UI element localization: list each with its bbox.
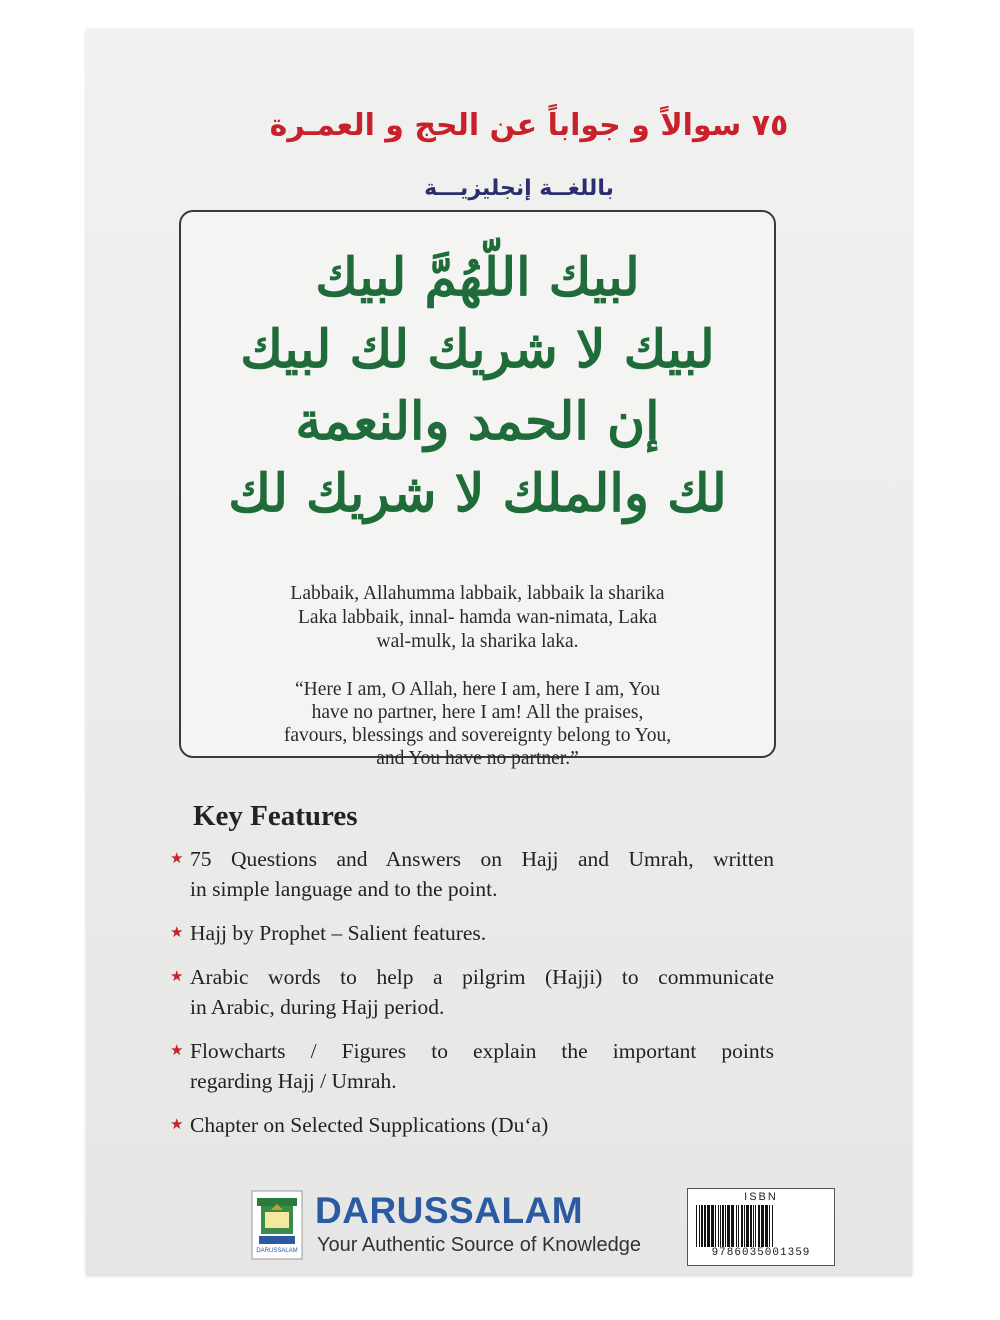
barcode-bar	[753, 1205, 754, 1247]
barcode-bar	[718, 1205, 719, 1247]
transliteration-line: Labbaik, Allahumma labbaik, labbaik la sharika	[290, 583, 665, 604]
feature-line: Arabic words to help a pilgrim (Hajji) to communicate	[190, 965, 774, 989]
barcode-bar	[715, 1205, 716, 1247]
barcode-bar	[741, 1205, 743, 1247]
talbiyah-line-2: لبيك لا شريك لك لبيك	[240, 319, 715, 380]
transliteration-line: wal-mulk, la sharika laka.	[376, 631, 579, 652]
feature-line: Chapter on Selected Supplications (Du‘a)	[190, 1113, 549, 1137]
book-back-cover	[86, 30, 912, 1276]
arabic-title: ٧٥ سوالاً و جواباً عن الحج و العمـرة	[269, 108, 789, 143]
feature-line: in simple language and to the point.	[190, 877, 498, 901]
barcode-bar	[765, 1205, 768, 1247]
barcode-bar	[701, 1205, 703, 1247]
feature-line: Hajj by Prophet – Salient features.	[190, 921, 487, 945]
feature-item	[170, 918, 774, 948]
star-bullet-icon: ★	[170, 925, 184, 941]
talbiyah-line-3: إن الحمد والنعمة	[295, 391, 660, 452]
barcode-bar	[769, 1205, 770, 1247]
feature-line: in Arabic, during Hajj period.	[190, 995, 445, 1019]
publisher-name: DARUSSALAM	[315, 1190, 584, 1231]
talbiyah-line-1: لبيك اللّهُمَّ لبيك	[315, 247, 640, 308]
feature-line: regarding Hajj / Umrah.	[190, 1069, 397, 1093]
barcode-bar	[755, 1205, 756, 1247]
svg-text:DARUSSALAM: DARUSSALAM	[256, 1248, 298, 1254]
isbn-number: 9786035001359	[711, 1247, 811, 1259]
feature-item	[170, 962, 774, 1022]
barcode-bar	[696, 1205, 697, 1247]
feature-item	[170, 1110, 774, 1140]
translation-line: favours, blessings and sovereignty belong to You,	[283, 725, 672, 746]
feature-line: 75 Questions and Answers on Hajj and Umrah, written	[190, 847, 774, 871]
translation-line: and You have no partner.”	[376, 748, 579, 769]
barcode-bar	[720, 1205, 721, 1247]
star-bullet-icon: ★	[170, 1117, 184, 1133]
feature-item	[170, 844, 774, 904]
key-features-heading: Key Features	[193, 800, 358, 832]
isbn-label: ISBN	[744, 1191, 778, 1203]
feature-item	[170, 1036, 774, 1096]
barcode-bar	[750, 1205, 752, 1247]
barcode-bar	[744, 1205, 745, 1247]
barcode-bar	[699, 1205, 700, 1247]
barcode-bar	[761, 1205, 764, 1247]
barcode-bar	[711, 1205, 714, 1247]
barcode-bar	[772, 1205, 773, 1247]
translation	[211, 678, 744, 770]
transliteration-line: Laka labbaik, innal- hamda wan-nimata, Laka	[298, 607, 657, 628]
arabic-subtitle: باللغــة إنجليزيـــة	[424, 176, 614, 201]
publisher-block	[251, 1190, 641, 1270]
barcode-bar	[704, 1205, 706, 1247]
transliteration	[211, 582, 744, 654]
barcode-icon	[694, 1205, 828, 1247]
star-bullet-icon: ★	[170, 969, 184, 985]
barcode-bar	[731, 1205, 734, 1247]
talbiyah-line-4: لك والملك لا شريك لك	[228, 463, 727, 524]
publisher-tagline: Your Authentic Source of Knowledge	[317, 1234, 641, 1256]
barcode-bar	[758, 1205, 760, 1247]
star-bullet-icon: ★	[170, 851, 184, 867]
barcode-bar	[707, 1205, 710, 1247]
barcode-bar	[738, 1205, 739, 1247]
translation-line: “Here I am, O Allah, here I am, here I am, You	[295, 679, 660, 700]
darussalam-logo-icon	[251, 1190, 303, 1260]
star-bullet-icon: ★	[170, 1043, 184, 1059]
barcode-bar	[727, 1205, 730, 1247]
barcode-bar	[725, 1205, 726, 1247]
feature-line: Flowcharts / Figures to explain the important points	[190, 1039, 774, 1063]
barcode-bar	[722, 1205, 724, 1247]
talbiyah-arabic	[181, 242, 774, 530]
talbiyah-box	[179, 210, 776, 769]
translation-line: have no partner, here I am! All the praises,	[311, 702, 644, 723]
barcode-bar	[746, 1205, 749, 1247]
barcode-bar	[736, 1205, 737, 1247]
isbn-barcode	[687, 1188, 835, 1266]
